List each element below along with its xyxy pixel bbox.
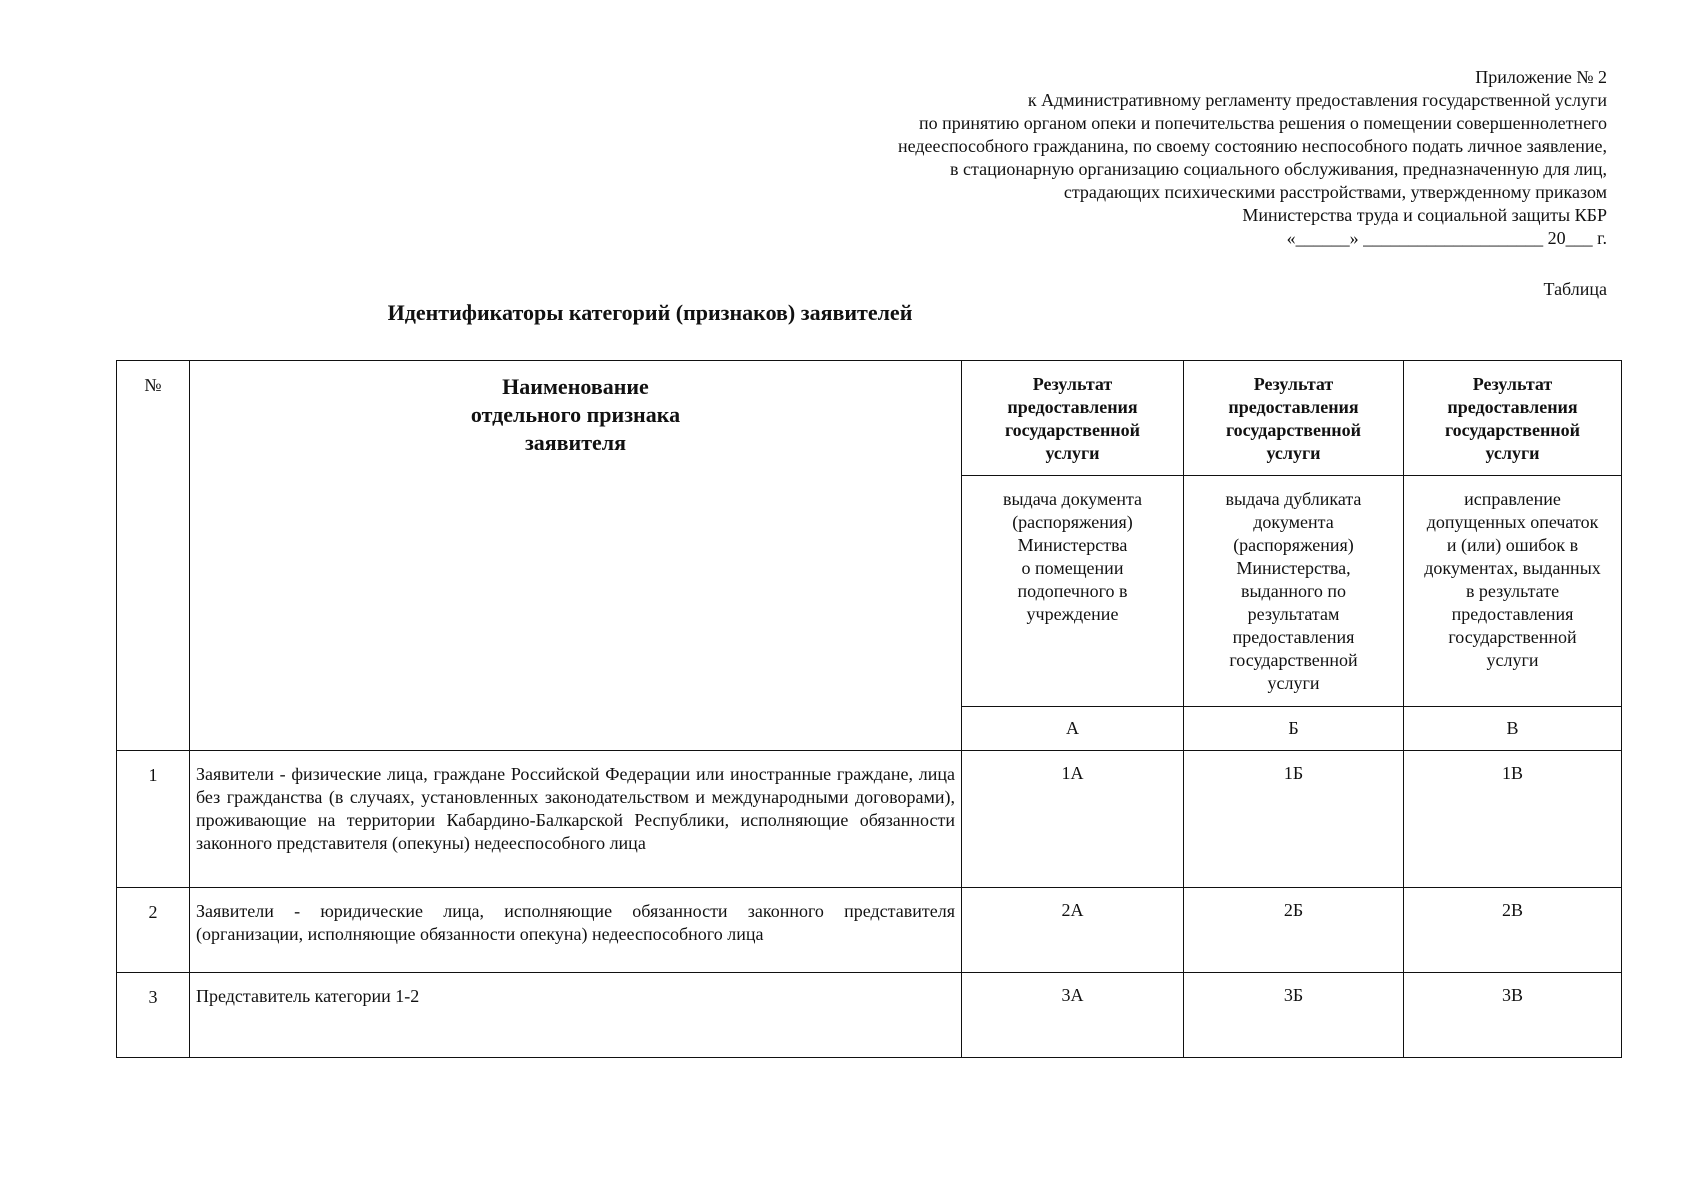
row-code: 2А [962,888,1184,973]
appendix-line: к Административному регламенту предоставления государственной услуги [1027,90,1607,110]
row-name: Представитель категории 1-2 [190,973,962,1058]
header-result-line: государственной [1444,420,1581,440]
description-line: услуги [1267,673,1320,693]
row-code: 2В [1404,888,1622,973]
description-line: услуги [1486,650,1539,670]
description-line: результатам [1247,604,1340,624]
result-v-letter: В [1404,707,1622,751]
description-line: Министерства, [1236,558,1351,578]
header-result-line: услуги [1045,443,1100,463]
header-number: № [117,361,190,751]
result-b-description [1184,476,1404,707]
description-line: и (или) ошибок в [1446,535,1579,555]
appendix-line: недееспособного гражданина, по своему состоянию неспособного подать личное заявление, [897,136,1607,156]
row-code: 1А [962,751,1184,888]
row-number: 1 [117,751,190,888]
result-b-letter: Б [1184,707,1404,751]
header-result-line: Результат [1253,374,1334,394]
appendix-date-line: «______» ____________________ 20___ г. [1286,228,1607,248]
table-label: Таблица [1543,279,1607,299]
table-row [117,973,1622,1058]
description-line: о помещении [1021,558,1124,578]
row-code: 3В [1404,973,1622,1058]
row-name: Заявители - юридические лица, исполняющие обязанности законного представителя (организации, исполняющие обязанности опекуна) недееспособного лица [190,888,962,973]
appendix-line: Приложение № 2 [1475,67,1607,87]
header-name-line: заявителя [524,430,627,455]
description-line: учреждение [1026,604,1119,624]
description-line: допущенных опечаток [1426,512,1599,532]
table-row [117,888,1622,973]
header-result-line: Результат [1032,374,1113,394]
header-name-line: отдельного признака [470,402,681,427]
table-row [117,751,1622,888]
description-line: предоставления [1232,627,1355,647]
row-number: 3 [117,973,190,1058]
header-result-line: предоставления [1447,397,1578,417]
result-v-description [1404,476,1622,707]
description-line: в результате [1465,581,1560,601]
result-a-description [962,476,1184,707]
row-name: Заявители - физические лица, граждане Российской Федерации или иностранные граждане, лица без гражданства (в случаях, установленных законодательством и международными договорами), проживающие на территории Кабардино-Балкарской Республики, исполняющие обязанности законного представителя (опекуны) недееспособного лица [190,751,962,888]
categories-table [116,360,1622,1058]
description-line: выдача дубликата [1225,489,1362,509]
description-line: (распоряжения) [1233,535,1354,555]
table-header-row [117,361,1622,476]
header-name-line: Наименование [502,374,649,399]
appendix-block [707,66,1607,250]
header-result-line: услуги [1485,443,1540,463]
description-line: (распоряжения) [1012,512,1133,532]
description-line: предоставления [1451,604,1574,624]
description-line: Министерства [1017,535,1128,555]
header-result-v [1404,361,1622,476]
description-line: выдача документа [1002,489,1143,509]
header-result-line: государственной [1004,420,1141,440]
header-result-line: услуги [1266,443,1321,463]
appendix-line: страдающих психическими расстройствами, утвержденному приказом [1063,182,1607,202]
row-number: 2 [117,888,190,973]
description-line: государственной [1229,650,1358,670]
description-line: исправление [1464,489,1561,509]
page-title: Идентификаторы категорий (признаков) заявителей [387,300,913,325]
result-a-letter: А [962,707,1184,751]
description-line: подопечного в [1017,581,1128,601]
header-result-line: предоставления [1007,397,1138,417]
header-result-line: Результат [1472,374,1553,394]
row-code: 3А [962,973,1184,1058]
description-line: государственной [1448,627,1577,647]
header-result-b [1184,361,1404,476]
appendix-line: по принятию органом опеки и попечительства решения о помещении совершеннолетнего [918,113,1607,133]
appendix-line: в стационарную организацию социального обслуживания, предназначенную для лиц, [950,159,1607,179]
header-result-line: предоставления [1228,397,1359,417]
header-name [190,361,962,751]
description-line: выданного по [1240,581,1347,601]
appendix-line: Министерства труда и социальной защиты КБР [1242,205,1607,225]
header-result-line: государственной [1225,420,1362,440]
row-code: 2Б [1184,888,1404,973]
description-line: документа [1253,512,1334,532]
row-code: 1Б [1184,751,1404,888]
header-result-a [962,361,1184,476]
row-code: 1В [1404,751,1622,888]
description-line: документах, выданных [1424,558,1601,578]
row-code: 3Б [1184,973,1404,1058]
